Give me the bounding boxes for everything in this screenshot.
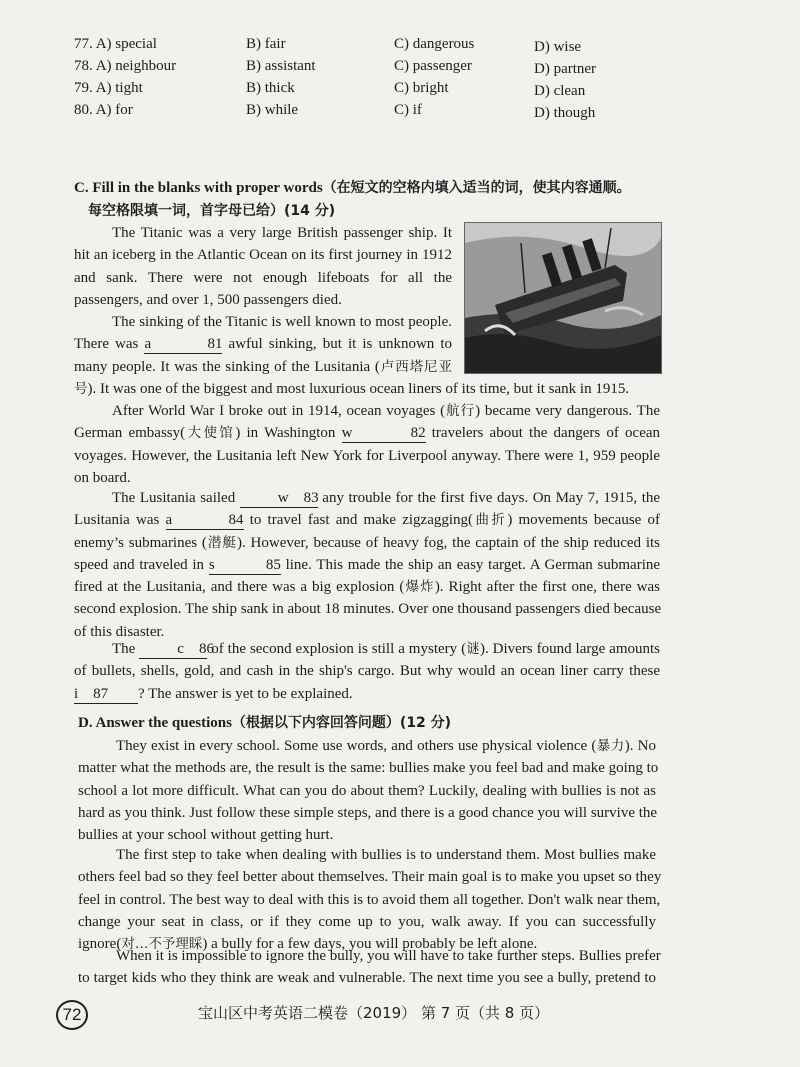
option-c: C) bright [394, 80, 449, 96]
section-c-title: C. Fill in the blanks with proper words [74, 180, 323, 196]
section-d-instruction: （根据以下内容回答问题）(12 分) [231, 715, 452, 731]
question-number: 79. [74, 80, 93, 96]
titanic-photo [464, 222, 662, 374]
option-a: A) for [95, 102, 133, 118]
text-line: feel in control. The best way to deal with this is to avoid them all together. Don't walk near them, [78, 891, 661, 908]
text-line: bullies at your school without getting hurt. [78, 827, 334, 844]
text-line: The sinking of the Titanic is well known to most people. [112, 314, 452, 330]
section-c-instruction: （在短文的空格内填入适当的词，使其内容通顺。 [322, 180, 631, 196]
blank-84[interactable]: a 84 [165, 512, 244, 529]
text-line: enemy’s submarines (潜艇). However, because of heavy fog, the captain of the ship reduced its [74, 534, 660, 551]
option-a: A) tight [95, 80, 143, 96]
passage-c-paragraph-2 [74, 311, 452, 378]
text-line: matter what the methods are, the result is the same: bullies make you feel bad and make going to [78, 760, 659, 777]
option-d: D) though [534, 105, 596, 121]
text-line: After World War I broke out in 1914, ocean voyages (航行) became very dangerous. The [112, 403, 660, 419]
option-c: C) passenger [394, 58, 472, 74]
option-a: A) special [95, 36, 157, 52]
option-c: C) dangerous [394, 36, 475, 52]
page-footer [0, 1000, 800, 1028]
text-line: speed and traveled in s 85 line. This made the ship an easy target. A German submarine [74, 556, 661, 573]
text-line: There was a 81 awful sinking, but it is unknown to [74, 336, 453, 353]
question-number: 78. [74, 58, 93, 74]
text-line: i 87 ? The answer is yet to be explained. [74, 685, 353, 702]
text-line: Lusitania was a 84 to travel fast and make zigzagging(曲折) movements because of [74, 512, 660, 529]
footer-text: 宝山区中考英语二模卷（2019） 第 7 页（共 8 页） [198, 1004, 550, 1022]
text-line: of this disaster. [74, 623, 165, 640]
option-b: B) thick [246, 80, 295, 96]
text-line: passengers, and over 1, 500 passengers died. [74, 291, 342, 308]
sinking-ship-illustration [465, 223, 661, 373]
blank-86[interactable]: c 86 [139, 641, 207, 659]
option-row-80 [74, 102, 714, 124]
section-d-title: D. Answer the questions [78, 715, 232, 731]
passage-c-paragraph-2-cont [74, 378, 660, 400]
text-line: of bullets, shells, gold, and cash in the ship's cargo. But why would an ocean liner carry these [74, 663, 660, 680]
section-c-instruction-2: 每空格限填一词，首字母已给）(14 分) [88, 203, 336, 219]
text-line: The c 86 of the second explosion is still a mystery (谜). Divers found large amounts [112, 641, 661, 657]
section-d-heading [78, 712, 451, 732]
text-line: The Titanic was a very large British passenger ship. It [112, 225, 452, 241]
passage-c-paragraph-4 [74, 487, 660, 643]
option-d: D) clean [534, 83, 586, 99]
option-b: B) fair [246, 36, 286, 52]
passage-c-paragraph-3 [74, 400, 660, 489]
text-line: on board. [74, 469, 131, 486]
passage-d-paragraph-3 [78, 945, 661, 990]
passage-c-paragraph-1 [74, 222, 452, 311]
option-c: C) if [394, 102, 422, 118]
text-line: to target kids who they think are weak and vulnerable. The next time you see a bully, pretend to [78, 970, 656, 987]
section-c-heading [74, 177, 631, 197]
blank-87[interactable]: i 87 [74, 686, 138, 704]
text-line: fired at the Lusitania, and there was a big explosion (爆炸). Right after the first one, there was [74, 579, 660, 596]
text-line: When it is impossible to ignore the bully, you will have to take further steps. Bullies prefer [116, 948, 661, 964]
option-b: B) assistant [246, 58, 316, 74]
option-b: B) while [246, 102, 299, 118]
passage-d-paragraph-1 [78, 735, 659, 846]
text-line: school a lot more difficult. What can you do about them? Luckily, dealing with bullies is not as [78, 782, 656, 799]
section-c-heading-line2 [88, 200, 335, 220]
text-line: others feel bad so they feel better about themselves. Their main goal is to make you upset so they [78, 869, 662, 886]
passage-c-paragraph-5 [74, 638, 660, 705]
text-line: German embassy(大使馆) in Washington w 82 travelers about the dangers of ocean [74, 425, 661, 442]
option-a: A) neighbour [95, 58, 177, 74]
text-line: change your seat in class, or if they come up to you, walk away. If you can successfully [78, 913, 656, 930]
text-line: The Lusitania sailed w 83 any trouble for the first five days. On May 7, 1915, the [112, 490, 661, 506]
blank-82[interactable]: w 82 [341, 425, 426, 442]
text-line: many people. It was the sinking of the Lusitania (卢西塔尼亚 [74, 358, 452, 375]
page-number-circle: 72 [56, 1000, 88, 1030]
option-row-79 [74, 80, 714, 102]
text-line: 号). It was one of the biggest and most luxurious ocean liners of its time, but it sank in 1915. [74, 381, 630, 397]
blank-85[interactable]: s 85 [208, 556, 281, 573]
text-line: ignore(对…不予理睬) a bully for a few days, you will probably be left alone. [78, 936, 538, 953]
text-line: second explosion. The ship sank in about 18 minutes. Over one thousand passengers died because [74, 601, 662, 618]
option-row-78 [74, 58, 714, 80]
text-line: They exist in every school. Some use words, and others use physical violence (暴力). No [116, 738, 656, 754]
passage-d-paragraph-2 [78, 844, 662, 955]
blank-81[interactable]: a 81 [144, 336, 223, 353]
option-d: D) wise [534, 39, 582, 55]
text-line: and sank. There were not enough lifeboats for all the [74, 269, 452, 286]
option-d: D) partner [534, 61, 597, 77]
question-number: 77. [74, 36, 93, 52]
question-number: 80. [74, 102, 93, 118]
text-line: voyages. However, the Lusitania left New York for Liverpool anyway. There were 1, 959 people [74, 447, 660, 464]
text-line: hit an iceberg in the Atlantic Ocean on its first journey in 1912 [74, 247, 452, 264]
text-line: The first step to take when dealing with bullies is to understand them. Most bullies make [116, 847, 656, 863]
text-line: hard as you think. Just follow these simple steps, and there is a good chance you will survive the [78, 804, 658, 821]
option-row-77 [74, 36, 714, 58]
blank-83[interactable]: w 83 [240, 490, 318, 508]
